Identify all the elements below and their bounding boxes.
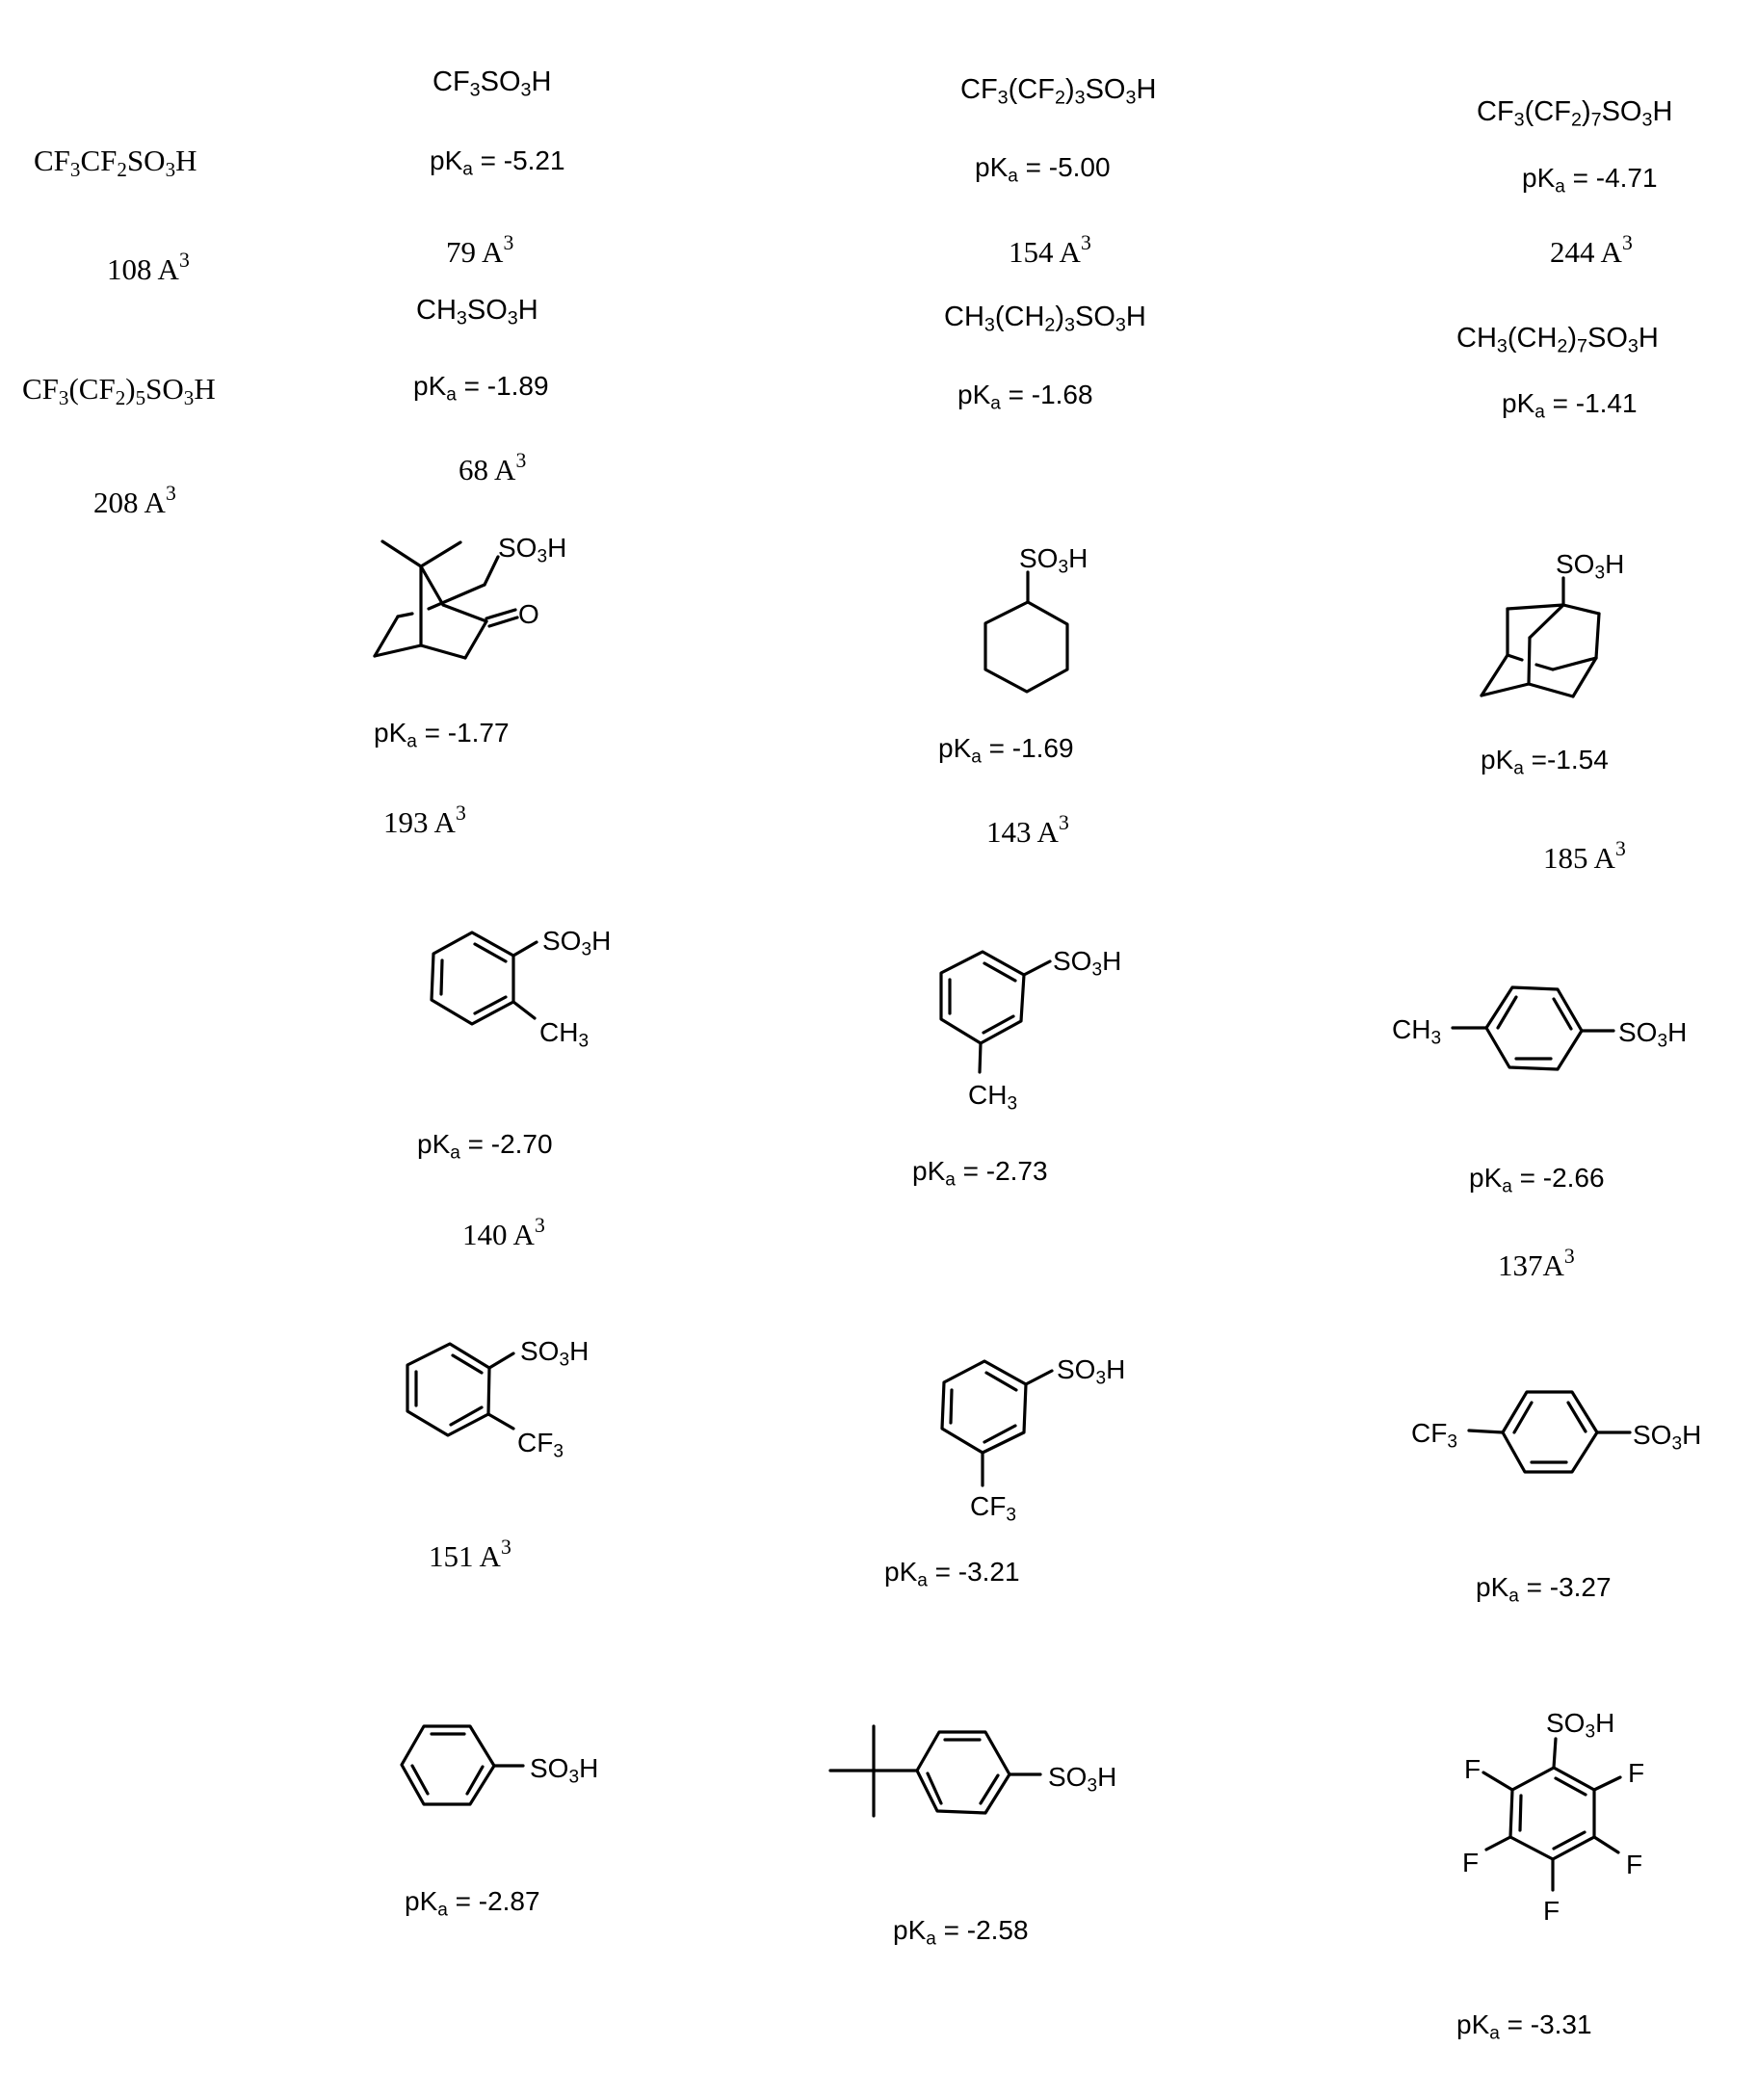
volume-cf3cf2-3-so3h: 154 $A^3$ <box>1009 230 1091 269</box>
formula-cf3cf2-7-so3h: $CF_3(CF_2)_7SO_3H$ <box>1477 96 1673 131</box>
camphor-so3h-label: $SO_3H$ <box>498 533 567 567</box>
fluorine-label-2: F <box>1464 1754 1482 1784</box>
benzene-ring-icon <box>432 932 537 1024</box>
pka-adamantanesulfonic: $pK_a =-1.54$ <box>1481 745 1609 779</box>
pka-cyclohexanesulfonic: $pK_a = -1.69$ <box>938 733 1074 768</box>
p-tolyl-so3h-label: $SO_3H$ <box>1618 1017 1688 1052</box>
volume-camphorsulfonic: 193 $A^3$ <box>383 801 466 839</box>
adamantane-cage-icon <box>1482 578 1599 696</box>
adamantyl-so3h-label: $SO_3H$ <box>1556 549 1625 584</box>
fluorine-label-4: F <box>1543 1896 1560 1926</box>
o-tolyl-so3h-label: $SO_3H$ <box>542 926 612 960</box>
t-butylphenyl-so3h-label: $SO_3H$ <box>1048 1762 1117 1797</box>
fluorine-label-3: F <box>1462 1848 1480 1877</box>
pka-m-toluenesulfonic: $pK_a = -2.73$ <box>912 1156 1048 1191</box>
pka-cf3so3h: $pK_a = -5.21$ <box>430 145 565 180</box>
pka-ch3ch2-7-so3h: $pK_a = -1.41$ <box>1502 388 1638 423</box>
formula-ch3ch2-3-so3h: $CH_3(CH_2)_3SO_3H$ <box>944 302 1146 336</box>
m-cf3-label: $CF_3$ <box>970 1491 1016 1526</box>
pka-camphorsulfonic: $pK_a = -1.77$ <box>374 718 510 752</box>
pka-t-butylbenzenesulfonic: $pK_a = -2.58$ <box>893 1915 1029 1950</box>
o-cf3-so3h-label: $SO_3H$ <box>520 1336 590 1371</box>
benzene-ring-icon <box>1453 987 1613 1069</box>
volume-cyclohexanesulfonic: 143 $A^3$ <box>986 810 1069 849</box>
formula-ch3ch2-7-so3h: $CH_3(CH_2)_7SO_3H$ <box>1456 323 1659 357</box>
cyclohexane-ring-icon <box>985 572 1067 692</box>
benzene-ring-icon <box>1469 1392 1630 1472</box>
pka-p-toluenesulfonic: $pK_a = -2.66$ <box>1469 1163 1605 1197</box>
pka-cf3cf2-3-so3h: $pK_a = -5.00$ <box>975 152 1111 187</box>
phenyl-so3h-label: $SO_3H$ <box>530 1753 599 1788</box>
pka-p-cf3-benzenesulfonic: $pK_a = -3.27$ <box>1476 1572 1612 1607</box>
pka-m-cf3-benzenesulfonic: $pK_a = -3.21$ <box>884 1557 1020 1591</box>
benzene-ring-icon <box>1483 1739 1620 1890</box>
camphor-skeleton-icon <box>375 541 517 658</box>
m-tolyl-ch3-label: $CH_3$ <box>968 1080 1018 1115</box>
benzene-ring-icon <box>830 1726 1040 1816</box>
benzene-ring-icon <box>407 1344 513 1435</box>
volume-p-toluenesulfonic: $137A^3$ <box>1498 1244 1575 1282</box>
m-cf3-so3h-label: $SO_3H$ <box>1057 1354 1126 1389</box>
camphor-oxygen-label: O <box>518 599 539 629</box>
volume-cf3so3h: 79 $A^3$ <box>446 230 514 269</box>
p-cf3-label: $CF_3$ <box>1411 1418 1457 1453</box>
fluorine-label-6: F <box>1628 1758 1645 1788</box>
volume-o-cf3-benzenesulfonic: 151 $A^3$ <box>429 1535 511 1573</box>
volume-adamantanesulfonic: 185 $A^3$ <box>1543 836 1626 875</box>
formula-cf3so3h: $CF_3SO_3H$ <box>433 66 552 101</box>
p-tolyl-ch3-label: $CH_3$ <box>1392 1014 1442 1049</box>
pentafluorophenyl-so3h-label: $SO_3H$ <box>1546 1708 1615 1743</box>
formula-ch3so3h: $CH_3SO_3H$ <box>416 295 538 329</box>
pka-benzenesulfonic: $pK_a = -2.87$ <box>405 1886 540 1921</box>
volume-o-toluenesulfonic: 140 $A^3$ <box>462 1213 545 1251</box>
benzene-ring-icon <box>942 1361 1052 1485</box>
o-cf3-label: $CF_3$ <box>517 1428 564 1462</box>
benzene-ring-icon <box>402 1726 523 1804</box>
formula-cf3cf2-3-so3h: $CF_3(CF_2)_3SO_3H$ <box>960 74 1157 109</box>
fluorine-label-5: F <box>1626 1850 1643 1879</box>
cyclohexyl-so3h-label: $SO_3H$ <box>1019 543 1088 578</box>
pka-o-toluenesulfonic: $pK_a = -2.70$ <box>417 1129 553 1164</box>
o-tolyl-ch3-label: $CH_3$ <box>539 1017 590 1052</box>
m-tolyl-so3h-label: $SO_3H$ <box>1053 946 1122 981</box>
formula-cf3cf2-5-so3h: $CF_3(CF_2)_5SO_3H$ <box>22 372 216 409</box>
pka-ch3so3h: $pK_a = -1.89$ <box>413 371 549 406</box>
volume-cf3cf2-7-so3h: 244 $A^3$ <box>1550 230 1633 269</box>
benzene-ring-icon <box>941 952 1050 1072</box>
volume-cf3cf2-5-so3h: 208 $A^3$ <box>93 481 176 519</box>
pka-cf3cf2-7-so3h: $pK_a = -4.71$ <box>1522 163 1658 197</box>
p-cf3-so3h-label: $SO_3H$ <box>1633 1420 1702 1455</box>
volume-ch3so3h: 68 $A^3$ <box>459 448 527 486</box>
pka-pentafluorobenzenesulfonic: $pK_a = -3.31$ <box>1456 2009 1592 2044</box>
volume-cf3cf2so3h: 108 $A^3$ <box>107 248 190 286</box>
pka-ch3ch2-3-so3h: $pK_a = -1.68$ <box>957 380 1093 414</box>
formula-cf3cf2so3h: $CF_3CF_2SO_3H$ <box>34 144 197 181</box>
